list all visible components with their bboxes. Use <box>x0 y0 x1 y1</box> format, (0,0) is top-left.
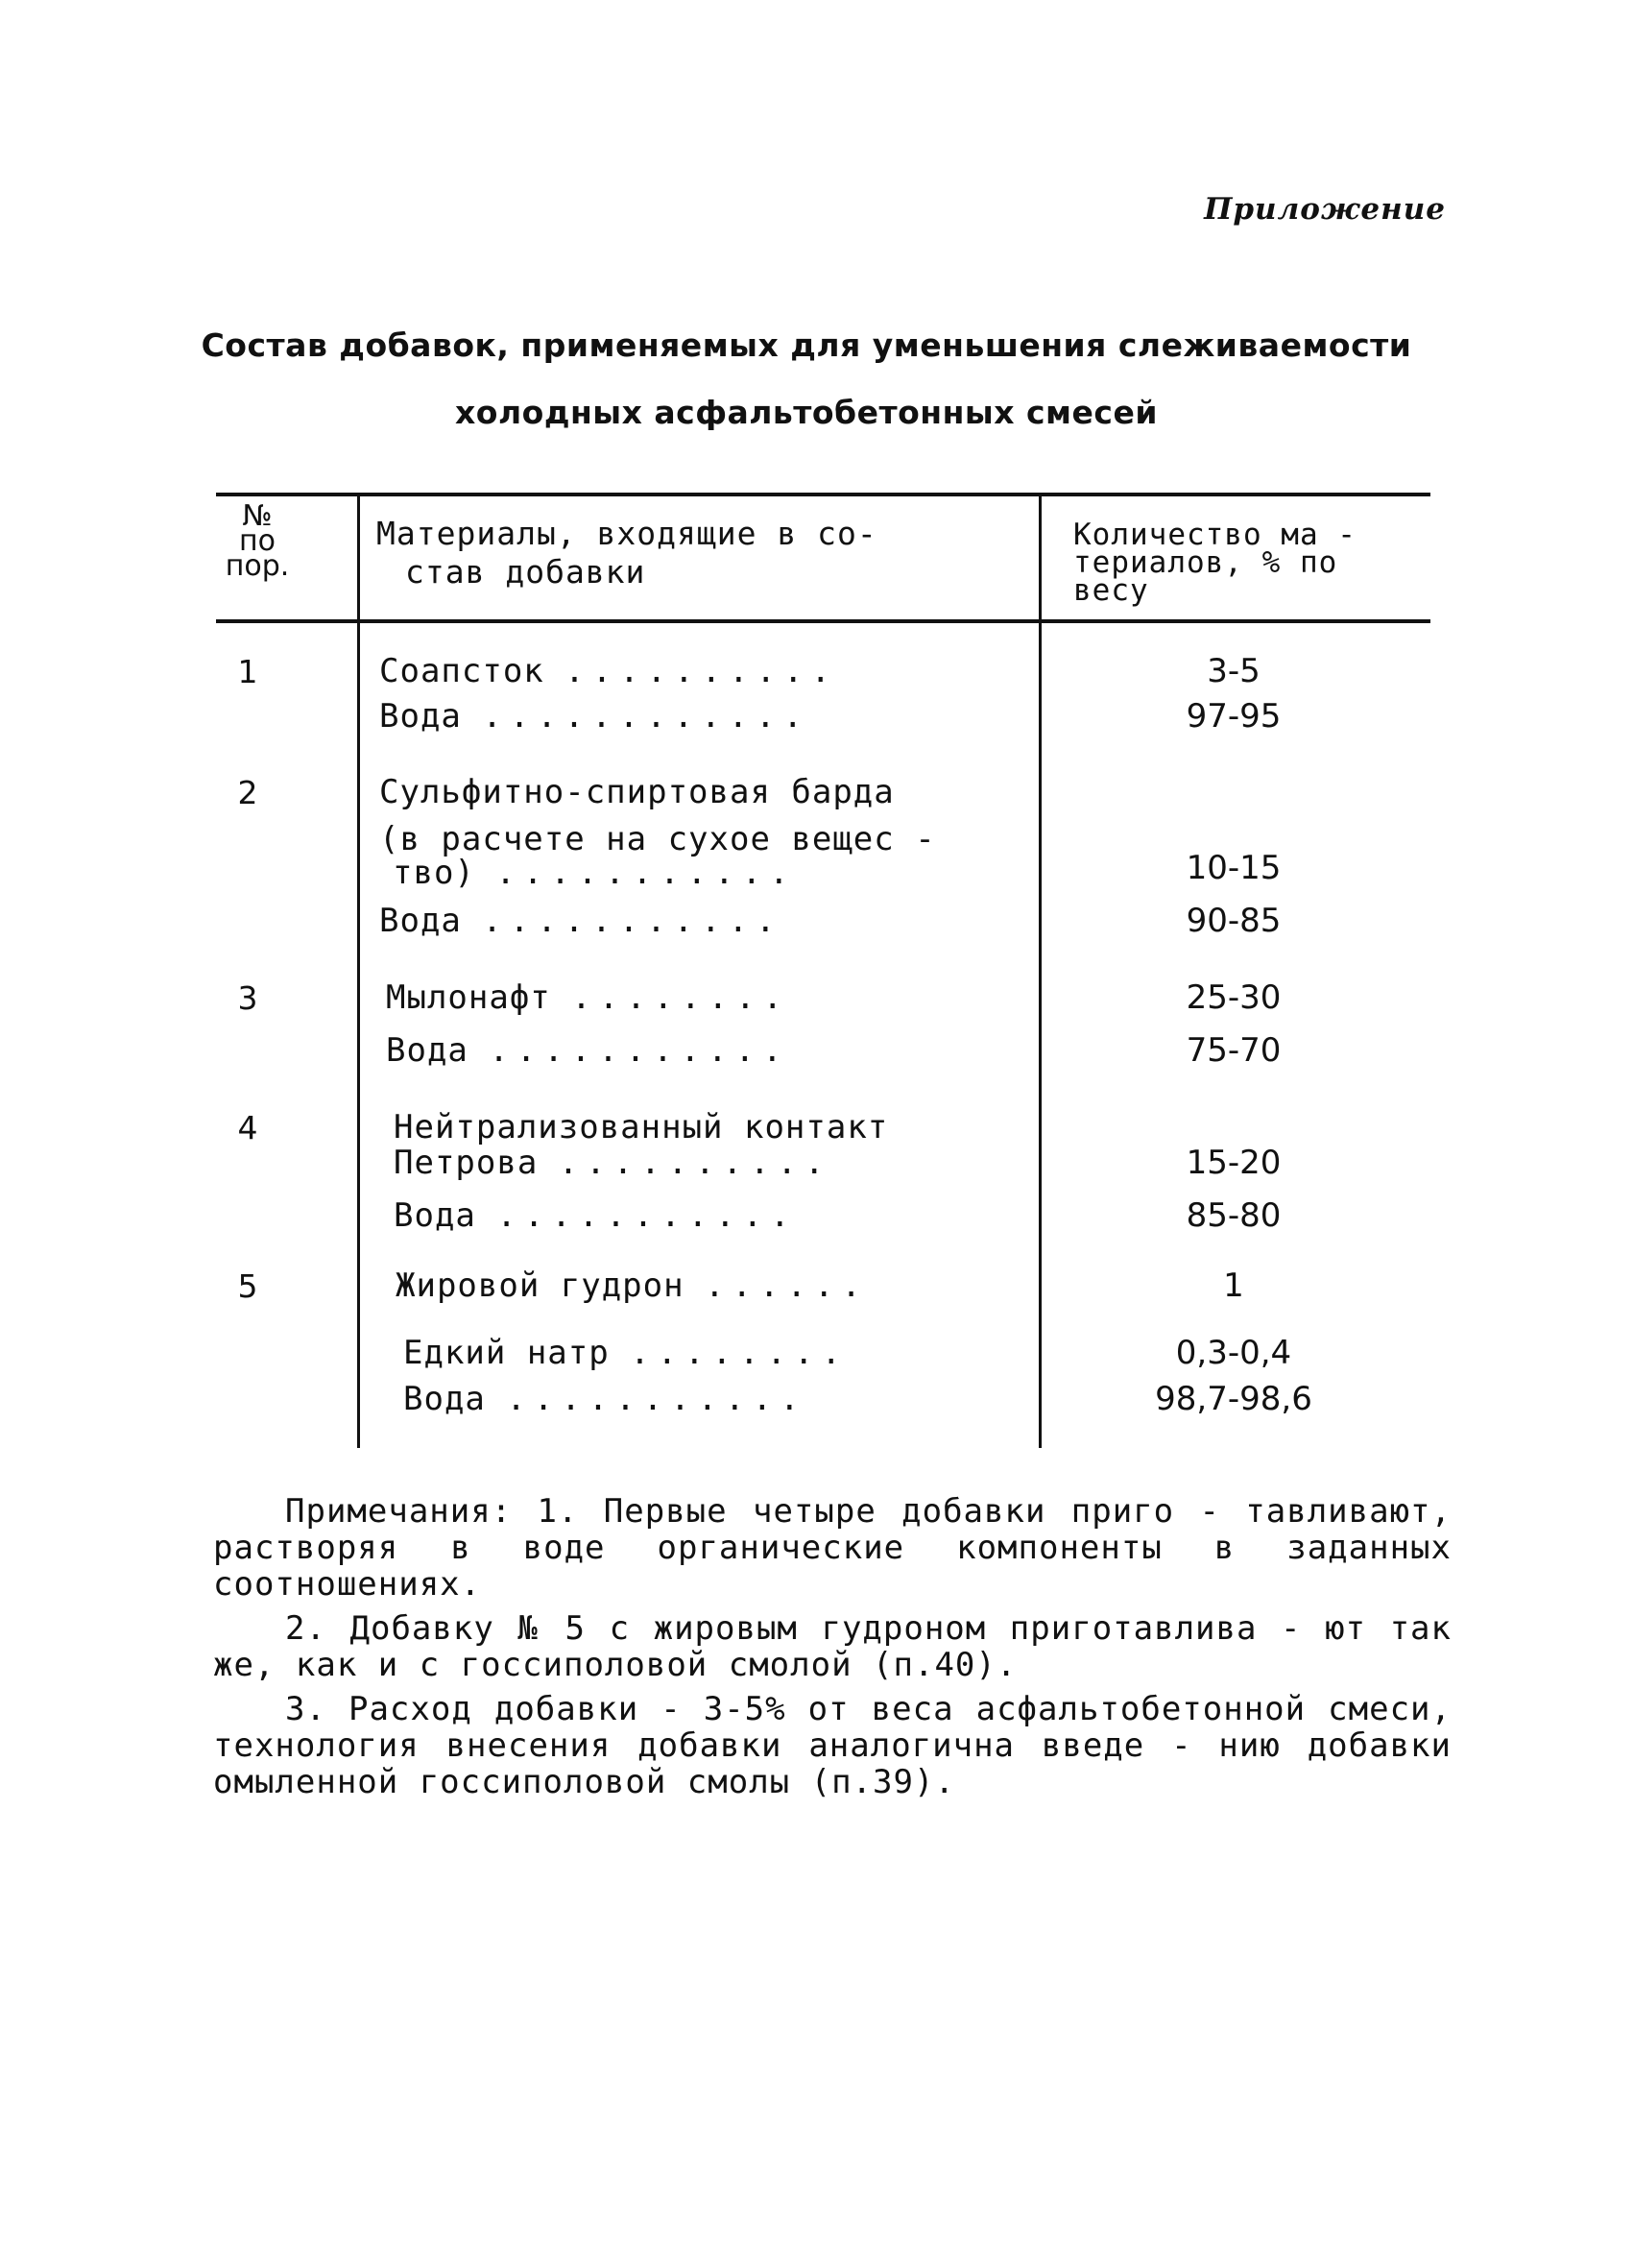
row-quantity: 85-80 <box>1186 1196 1282 1235</box>
table-divider-right <box>1039 493 1042 1448</box>
row-quantity: 0,3-0,4 <box>1175 1334 1292 1372</box>
row-quantity: 1 <box>1223 1267 1244 1305</box>
header-materials-l2: став добавки <box>405 553 646 591</box>
row-material: Вода ........... <box>386 1032 790 1069</box>
row-quantity: 90-85 <box>1186 902 1282 940</box>
row-material: Вода ........... <box>379 903 783 939</box>
row-quantity: 25-30 <box>1186 978 1282 1017</box>
row-quantity: 3-5 <box>1207 652 1261 690</box>
note-1: Примечания: 1. Первые четыре добавки приго - тавливают, растворяя в воде органические компоненты в заданных соотношениях. <box>213 1492 1452 1604</box>
row-material: Мылонафт ........ <box>386 979 791 1016</box>
header-materials <box>376 515 1029 591</box>
row-material: Сульфитно-спиртовая барда <box>379 774 895 810</box>
row-material: Вода ........... <box>394 1197 798 1234</box>
document-title <box>144 312 1469 446</box>
title-line-2: холодных асфальтобетонных смесей <box>455 394 1158 431</box>
table-divider-left <box>357 493 360 1448</box>
row-material: Вода ........... <box>403 1381 807 1417</box>
row-number: 2 <box>237 774 258 811</box>
row-quantity: 10-15 <box>1186 849 1282 887</box>
row-material: (в расчете на сухое вещес - <box>379 821 936 857</box>
notes <box>213 1493 1452 1808</box>
row-number: 1 <box>237 653 258 690</box>
row-quantity: 75-70 <box>1186 1031 1282 1070</box>
row-material: тво) ........... <box>393 855 797 891</box>
row-material: Вода ............ <box>379 698 811 735</box>
header-number <box>219 499 296 583</box>
row-quantity: 15-20 <box>1186 1144 1282 1182</box>
header-number-l2: по <box>239 524 276 558</box>
appendix-label: Приложение <box>1204 192 1446 227</box>
header-quantity-l1: Количество ма - <box>1073 518 1357 552</box>
row-quantity: 98,7-98,6 <box>1155 1380 1312 1418</box>
row-material: Едкий натр ........ <box>403 1335 849 1371</box>
table-header-rule <box>216 619 1430 623</box>
header-quantity <box>1073 518 1438 608</box>
row-material: Петрова .......... <box>394 1145 832 1181</box>
table-top-rule <box>216 493 1430 496</box>
header-quantity-l3: весу <box>1073 573 1149 608</box>
note-3: 3. Расход добавки - 3-5% от веса асфальтобетонной смеси, технология внесения добавки аналогична введе - нию добавки омыленной госсиполовой смолы (п.39). <box>213 1690 1452 1801</box>
note-2: 2. Добавку № 5 с жировым гудроном приготавлива - ют так же, как и с госсиполовой смолой (п.40). <box>213 1609 1452 1684</box>
header-number-l1: № <box>242 499 273 533</box>
header-number-l3: пор. <box>225 549 290 583</box>
row-material: Жировой гудрон ...... <box>396 1267 869 1304</box>
header-quantity-l2: териалов, % по <box>1073 545 1338 580</box>
row-number: 5 <box>237 1267 258 1305</box>
title-line-1: Состав добавок, применяемых для уменьшения слеживаемости <box>201 326 1412 364</box>
row-material: Соапсток .......... <box>379 653 838 689</box>
row-material: Нейтрализованный контакт <box>394 1109 889 1146</box>
row-quantity: 97-95 <box>1186 697 1282 736</box>
header-materials-l1: Материалы, входящие в со- <box>376 515 877 552</box>
row-number: 4 <box>237 1109 258 1146</box>
row-number: 3 <box>237 979 258 1017</box>
